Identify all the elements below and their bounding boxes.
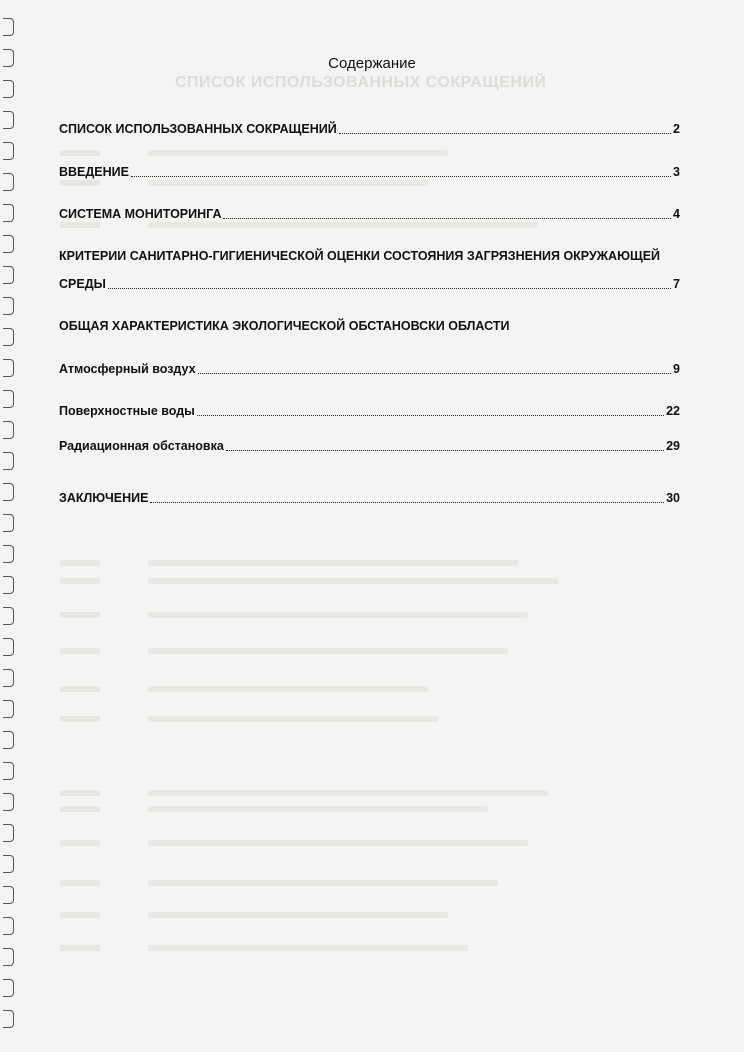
- bleed-through-stroke: [60, 790, 100, 796]
- binding-ring: [3, 18, 14, 36]
- toc-entry-page: 3: [673, 165, 680, 179]
- bleed-through-stroke: [148, 840, 528, 846]
- toc-leader-dots: [131, 175, 671, 177]
- toc-entry-label: Атмосферный воздух: [59, 362, 196, 376]
- bleed-through-stroke: [148, 648, 508, 654]
- bleed-through-stroke: [148, 945, 468, 951]
- bleed-through-stroke: [60, 222, 100, 228]
- binding-ring: [3, 638, 14, 656]
- bleed-through-stroke: [60, 716, 100, 722]
- toc-section-heading-ecology: ОБЩАЯ ХАРАКТЕРИСТИКА ЭКОЛОГИЧЕСКОЙ ОБСТАНОВСКИ ОБЛАСТИ: [59, 319, 510, 333]
- toc-entry-abbreviations[interactable]: [59, 121, 680, 137]
- toc-entry-page: 9: [673, 362, 680, 376]
- bleed-through-stroke: [148, 150, 448, 156]
- bleed-through-stroke: [148, 180, 428, 186]
- toc-leader-dots: [108, 287, 671, 289]
- binding-ring: [3, 111, 14, 129]
- toc-entry-label: Поверхностные воды: [59, 404, 195, 418]
- toc-entry-introduction[interactable]: [59, 164, 680, 180]
- bleed-through-stroke: [148, 912, 448, 918]
- binding-ring: [3, 483, 14, 501]
- spiral-binding: [0, 0, 24, 1052]
- toc-leader-dots: [197, 414, 664, 416]
- bleed-through-stroke: [60, 612, 100, 618]
- toc-entry-page: 29: [666, 439, 680, 453]
- toc-entry-label: СПИСОК ИСПОЛЬЗОВАННЫХ СОКРАЩЕНИЙ: [59, 122, 337, 136]
- toc-entry-radiation[interactable]: [59, 438, 680, 454]
- bleed-through-stroke: [148, 790, 548, 796]
- bleed-through-stroke: [60, 806, 100, 812]
- toc-title: Содержание: [328, 55, 416, 72]
- bleed-through-stroke: [60, 150, 100, 156]
- toc-entry-page: 7: [673, 277, 680, 291]
- binding-ring: [3, 700, 14, 718]
- bleed-through-title: СПИСОК ИСПОЛЬЗОВАННЫХ СОКРАЩЕНИЙ: [175, 74, 547, 91]
- toc-entry-atmospheric-air[interactable]: [59, 361, 680, 377]
- bleed-through-stroke: [148, 612, 528, 618]
- toc-entry-surface-water[interactable]: [59, 403, 680, 419]
- toc-leader-dots: [223, 217, 671, 219]
- bleed-through-stroke: [148, 560, 518, 566]
- bleed-through-stroke: [60, 945, 100, 951]
- binding-ring: [3, 793, 14, 811]
- toc-leader-dots: [198, 372, 671, 374]
- toc-entry-label: ЗАКЛЮЧЕНИЕ: [59, 491, 149, 505]
- binding-ring: [3, 669, 14, 687]
- binding-ring: [3, 359, 14, 377]
- toc-entry-criteria[interactable]: [59, 276, 680, 292]
- binding-ring: [3, 979, 14, 997]
- binding-ring: [3, 886, 14, 904]
- toc-leader-dots: [150, 501, 664, 503]
- bleed-through-stroke: [148, 686, 428, 692]
- toc-entry-page: 2: [673, 122, 680, 136]
- binding-ring: [3, 917, 14, 935]
- toc-entry-monitoring-system[interactable]: [59, 206, 680, 222]
- toc-entry-criteria-line1: КРИТЕРИИ САНИТАРНО-ГИГИЕНИЧЕСКОЙ ОЦЕНКИ СОСТОЯНИЯ ЗАГРЯЗНЕНИЯ ОКРУЖАЮЩЕЙ: [59, 249, 661, 263]
- binding-ring: [3, 824, 14, 842]
- binding-ring: [3, 607, 14, 625]
- toc-entry-label: ВВЕДЕНИЕ: [59, 165, 129, 179]
- binding-ring: [3, 328, 14, 346]
- bleed-through-stroke: [60, 840, 100, 846]
- bleed-through-stroke: [60, 560, 100, 566]
- binding-ring: [3, 762, 14, 780]
- bleed-through-stroke: [60, 180, 100, 186]
- binding-ring: [3, 80, 14, 98]
- binding-ring: [3, 390, 14, 408]
- binding-ring: [3, 855, 14, 873]
- binding-ring: [3, 452, 14, 470]
- binding-ring: [3, 297, 14, 315]
- toc-leader-dots: [226, 449, 664, 451]
- toc-entry-page: 22: [666, 404, 680, 418]
- bleed-through-stroke: [148, 880, 498, 886]
- binding-ring: [3, 173, 14, 191]
- toc-entry-label: Радиационная обстановка: [59, 439, 224, 453]
- toc-leader-dots: [339, 132, 671, 134]
- binding-ring: [3, 514, 14, 532]
- binding-ring: [3, 266, 14, 284]
- bleed-through-stroke: [60, 578, 100, 584]
- binding-ring: [3, 545, 14, 563]
- binding-ring: [3, 1010, 14, 1028]
- toc-entry-label: СИСТЕМА МОНИТОРИНГА: [59, 207, 222, 221]
- bleed-through-stroke: [60, 880, 100, 886]
- bleed-through-stroke: [60, 686, 100, 692]
- toc-entry-label: СРЕДЫ: [59, 277, 106, 291]
- binding-ring: [3, 235, 14, 253]
- binding-ring: [3, 576, 14, 594]
- binding-ring: [3, 731, 14, 749]
- bleed-through-stroke: [148, 716, 438, 722]
- binding-ring: [3, 204, 14, 222]
- bleed-through-stroke: [148, 222, 538, 228]
- bleed-through-stroke: [148, 578, 558, 584]
- bleed-through-stroke: [148, 806, 488, 812]
- bleed-through-stroke: [60, 648, 100, 654]
- bleed-through-stroke: [60, 912, 100, 918]
- binding-ring: [3, 142, 14, 160]
- toc-entry-page: 30: [666, 491, 680, 505]
- binding-ring: [3, 948, 14, 966]
- binding-ring: [3, 421, 14, 439]
- toc-entry-conclusion[interactable]: [59, 490, 680, 506]
- toc-entry-page: 4: [673, 207, 680, 221]
